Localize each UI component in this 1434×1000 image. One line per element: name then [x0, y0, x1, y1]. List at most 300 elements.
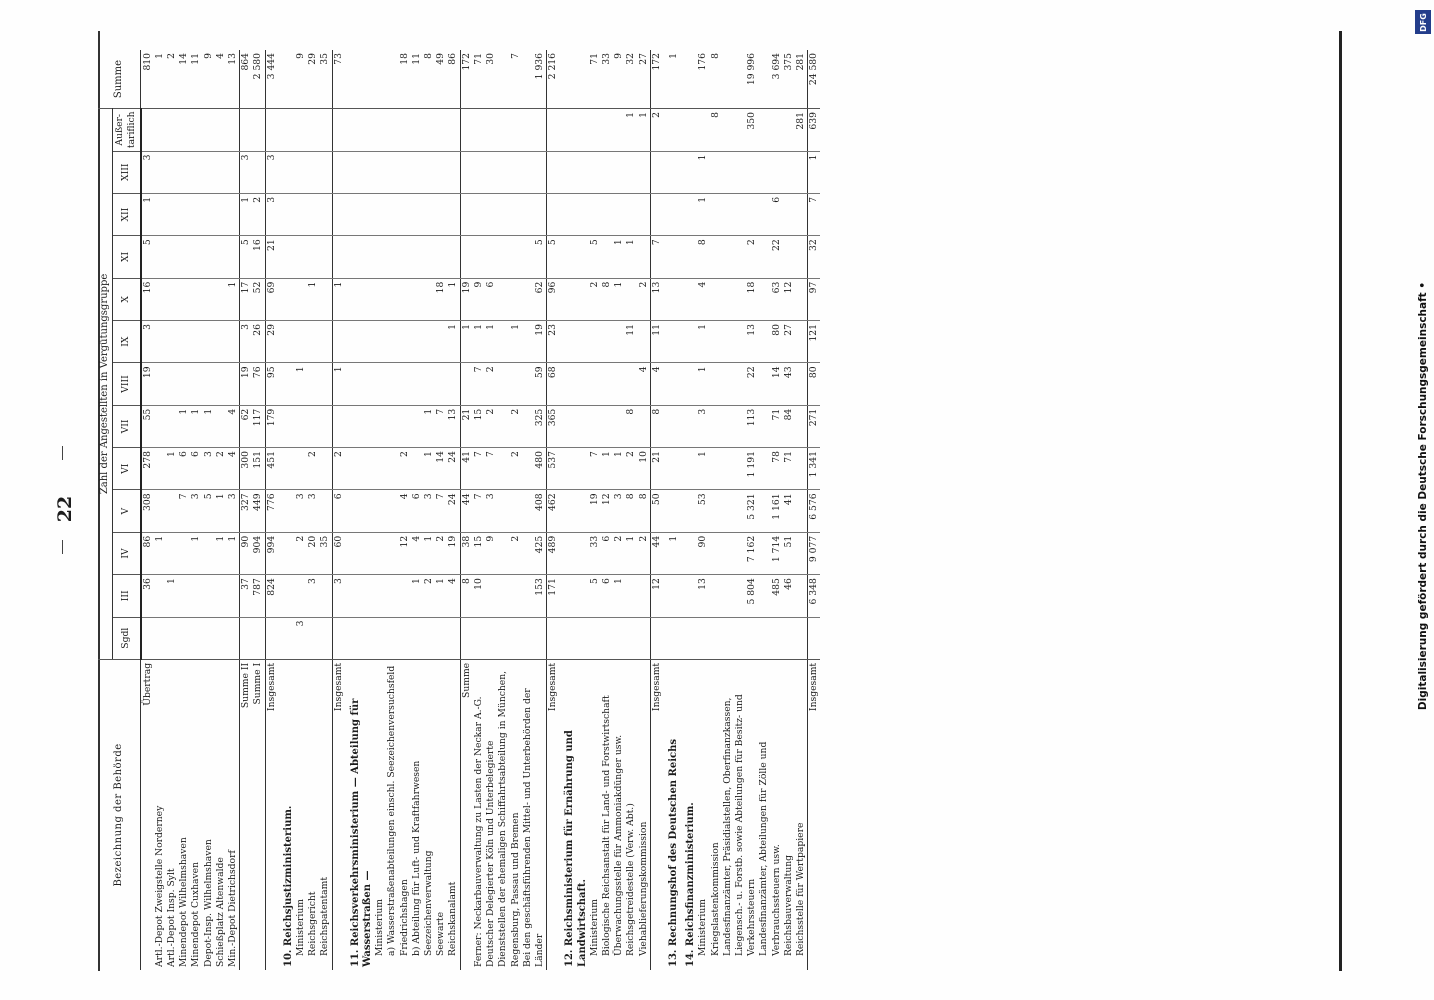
count-cell: 3: [190, 490, 202, 532]
count-cell: [638, 321, 651, 363]
count-cell: 2: [589, 278, 601, 320]
count-cell: [485, 236, 497, 278]
count-cell: [278, 575, 295, 617]
count-cell: 787: [252, 575, 265, 617]
count-cell: [559, 405, 588, 447]
count-cell: [374, 151, 386, 193]
count-cell: [411, 405, 423, 447]
table-row: [613, 50, 625, 970]
count-cell: [710, 617, 722, 659]
count-cell: [227, 617, 240, 659]
count-cell: [278, 448, 295, 490]
count-cell: [319, 617, 332, 659]
count-cell: [215, 193, 227, 235]
count-cell: 8: [710, 109, 722, 152]
count-cell: [435, 617, 447, 659]
table-row: [638, 50, 651, 970]
count-cell: [795, 448, 808, 490]
count-cell: 12: [386, 532, 410, 574]
row-sum-cell: 2 580: [252, 50, 265, 109]
table-row: [386, 50, 410, 970]
count-cell: 3: [307, 575, 319, 617]
count-cell: [638, 617, 651, 659]
count-cell: [278, 617, 295, 659]
count-cell: 2: [497, 405, 521, 447]
pay-group-11: XIII: [113, 151, 141, 193]
count-cell: 3: [307, 490, 319, 532]
count-cell: 3: [613, 490, 625, 532]
table-row: [589, 50, 601, 970]
count-cell: 4: [411, 532, 423, 574]
count-cell: 4: [447, 575, 460, 617]
count-cell: 1: [697, 363, 709, 405]
count-cell: [485, 575, 497, 617]
count-cell: 20: [307, 532, 319, 574]
count-cell: [386, 405, 410, 447]
authority-name: Reichsgericht: [307, 659, 319, 970]
count-cell: 8: [625, 490, 637, 532]
count-cell: 3: [141, 321, 154, 363]
count-cell: 37: [240, 575, 253, 617]
row-sum-cell: 27: [638, 50, 651, 109]
count-cell: 19: [460, 278, 473, 320]
count-cell: 121: [808, 321, 821, 363]
count-cell: [680, 490, 697, 532]
count-cell: 19: [447, 532, 460, 574]
count-cell: 1: [423, 532, 435, 574]
pay-group-header: Zahl der Angestellten in Vergütungsgruppe: [98, 109, 113, 660]
count-cell: 7: [473, 448, 485, 490]
count-cell: 7: [589, 448, 601, 490]
count-cell: [178, 151, 190, 193]
count-cell: [411, 278, 423, 320]
count-cell: [473, 236, 485, 278]
count-cell: 2: [435, 532, 447, 574]
count-cell: [203, 278, 215, 320]
count-cell: 1: [697, 193, 709, 235]
count-cell: [423, 193, 435, 235]
page-number: 22: [54, 495, 77, 523]
count-cell: [680, 321, 697, 363]
count-cell: [680, 532, 697, 574]
table-row: [265, 50, 278, 970]
count-cell: [435, 109, 447, 152]
table-row: [345, 50, 374, 970]
row-sum-cell: 9: [203, 50, 215, 109]
count-cell: [307, 151, 319, 193]
count-cell: [485, 193, 497, 235]
pay-group-4: VI: [113, 448, 141, 490]
count-cell: [485, 617, 497, 659]
table-row: [625, 50, 637, 970]
count-cell: [374, 405, 386, 447]
authority-name: Minendepot Cuxhaven: [190, 659, 202, 970]
count-cell: [386, 575, 410, 617]
table-row: [295, 50, 307, 970]
count-cell: [265, 617, 278, 659]
count-cell: [435, 236, 447, 278]
count-cell: 11: [650, 321, 663, 363]
count-cell: 18: [435, 278, 447, 320]
count-cell: [423, 617, 435, 659]
count-cell: 12: [650, 575, 663, 617]
count-cell: [559, 617, 588, 659]
count-cell: 1 191: [722, 448, 759, 490]
count-cell: [307, 109, 319, 152]
count-cell: [795, 151, 808, 193]
count-cell: [650, 151, 663, 193]
count-cell: 1: [141, 193, 154, 235]
count-cell: [215, 405, 227, 447]
count-cell: 6: [601, 532, 613, 574]
count-cell: [638, 405, 651, 447]
row-sum-cell: 73: [332, 50, 345, 109]
table-row: [680, 50, 697, 970]
row-sum-cell: 13: [227, 50, 240, 109]
table-row: [522, 50, 547, 970]
count-cell: 95: [265, 363, 278, 405]
count-cell: [613, 109, 625, 152]
count-cell: 271: [808, 405, 821, 447]
count-cell: 3: [227, 490, 240, 532]
count-cell: 2: [485, 363, 497, 405]
count-cell: [783, 236, 795, 278]
count-cell: [190, 617, 202, 659]
row-sum-cell: 71: [589, 50, 601, 109]
row-sum-cell: 172: [460, 50, 473, 109]
count-cell: [154, 109, 166, 152]
count-cell: [374, 490, 386, 532]
count-cell: [332, 236, 345, 278]
count-cell: [295, 575, 307, 617]
count-cell: [203, 193, 215, 235]
count-cell: 4: [386, 490, 410, 532]
count-cell: 350: [722, 109, 759, 152]
count-cell: [663, 448, 680, 490]
count-cell: [710, 532, 722, 574]
count-cell: [460, 617, 473, 659]
count-cell: 19: [589, 490, 601, 532]
count-cell: [680, 193, 697, 235]
count-cell: [374, 532, 386, 574]
count-cell: [795, 532, 808, 574]
count-cell: [386, 363, 410, 405]
count-cell: 1: [697, 448, 709, 490]
count-cell: [625, 575, 637, 617]
count-cell: 1: [697, 321, 709, 363]
count-cell: [319, 575, 332, 617]
count-cell: [203, 363, 215, 405]
authority-name: Reichsstelle für Wertpapiere: [795, 659, 808, 970]
count-cell: 1: [190, 405, 202, 447]
count-cell: 449: [252, 490, 265, 532]
count-cell: [178, 363, 190, 405]
authority-name: Landesfinanzämter, Präsidialstellen, Oberfinanzkassen, Liegensch.- u. Forstb. sowie Abteilungen für Besitz- und Verkehrssteuern: [722, 659, 759, 970]
count-cell: 1 714: [758, 532, 782, 574]
table-row: [423, 50, 435, 970]
count-cell: [345, 321, 374, 363]
count-cell: 6 348: [808, 575, 821, 617]
count-cell: [663, 151, 680, 193]
count-cell: [319, 109, 332, 152]
count-cell: [278, 151, 295, 193]
count-cell: [307, 405, 319, 447]
count-cell: 35: [319, 532, 332, 574]
count-cell: 50: [650, 490, 663, 532]
count-cell: [589, 321, 601, 363]
count-cell: [680, 448, 697, 490]
count-cell: [547, 151, 560, 193]
count-cell: 462: [547, 490, 560, 532]
count-cell: 2: [423, 575, 435, 617]
count-cell: [447, 193, 460, 235]
count-cell: [278, 193, 295, 235]
count-cell: 1: [166, 448, 178, 490]
count-cell: [497, 490, 521, 532]
count-cell: 13: [722, 321, 759, 363]
count-cell: 90: [697, 532, 709, 574]
count-cell: 3: [240, 321, 253, 363]
authority-name: Insgesamt: [808, 659, 821, 970]
count-cell: 2: [722, 236, 759, 278]
count-cell: 8: [460, 575, 473, 617]
table-row: [795, 50, 808, 970]
row-sum-cell: 1 936: [522, 50, 547, 109]
count-cell: 21: [460, 405, 473, 447]
count-cell: [710, 448, 722, 490]
row-sum-cell: 3 694: [758, 50, 782, 109]
count-cell: 1: [625, 532, 637, 574]
count-cell: [460, 236, 473, 278]
count-cell: [663, 575, 680, 617]
table-row: [227, 50, 240, 970]
count-cell: 1: [178, 405, 190, 447]
authority-name: Artl.-Depot Insp. Sylt: [166, 659, 178, 970]
count-cell: 1: [625, 109, 637, 152]
count-cell: [423, 236, 435, 278]
count-cell: 2: [638, 532, 651, 574]
count-cell: [625, 617, 637, 659]
count-cell: [601, 363, 613, 405]
count-cell: 23: [547, 321, 560, 363]
table-row: [278, 50, 295, 970]
count-cell: 1: [460, 321, 473, 363]
count-cell: [227, 109, 240, 152]
count-cell: [319, 193, 332, 235]
count-cell: [345, 193, 374, 235]
count-cell: [166, 193, 178, 235]
count-cell: [319, 490, 332, 532]
count-cell: [215, 321, 227, 363]
count-cell: [295, 448, 307, 490]
count-cell: 52: [252, 278, 265, 320]
count-cell: [166, 363, 178, 405]
count-cell: [411, 236, 423, 278]
count-cell: 7: [435, 490, 447, 532]
count-cell: 80: [758, 321, 782, 363]
count-cell: 71: [783, 448, 795, 490]
count-cell: 2: [386, 448, 410, 490]
row-sum-cell: 30: [485, 50, 497, 109]
count-cell: [203, 575, 215, 617]
count-cell: 7: [650, 236, 663, 278]
count-cell: [411, 151, 423, 193]
count-cell: [497, 151, 521, 193]
count-cell: [783, 193, 795, 235]
count-cell: 19: [240, 363, 253, 405]
count-cell: [559, 321, 588, 363]
row-sum-cell: 29: [307, 50, 319, 109]
count-cell: 2: [613, 532, 625, 574]
row-sum-cell: 49: [435, 50, 447, 109]
count-cell: 5: [240, 236, 253, 278]
count-cell: 1: [447, 321, 460, 363]
count-cell: [190, 109, 202, 152]
authority-name: Min.-Depot Dietrichsdorf: [227, 659, 240, 970]
count-cell: 4: [227, 448, 240, 490]
pay-group-8: X: [113, 278, 141, 320]
table-body: [141, 50, 821, 970]
count-cell: [447, 151, 460, 193]
row-sum-cell: 2: [166, 50, 178, 109]
count-cell: [411, 321, 423, 363]
authority-name: a) Wasserstraßenabteilungen einschl. Seezeichenversuchsfeld Friedrichshagen: [386, 659, 410, 970]
count-cell: 7 162: [722, 532, 759, 574]
count-cell: [141, 109, 154, 152]
count-cell: [203, 236, 215, 278]
pay-group-12: Außer-tariflich: [113, 109, 141, 152]
count-cell: [295, 405, 307, 447]
count-cell: [758, 617, 782, 659]
table-row: [215, 50, 227, 970]
count-cell: 9: [485, 532, 497, 574]
count-cell: [722, 617, 759, 659]
count-cell: [722, 193, 759, 235]
count-cell: [613, 405, 625, 447]
count-cell: [215, 363, 227, 405]
count-cell: 24: [447, 448, 460, 490]
row-sum-cell: 11: [411, 50, 423, 109]
count-cell: [154, 405, 166, 447]
count-cell: 3: [265, 151, 278, 193]
count-cell: [374, 236, 386, 278]
count-cell: [559, 278, 588, 320]
count-cell: [227, 321, 240, 363]
count-cell: [473, 193, 485, 235]
count-cell: [625, 363, 637, 405]
pay-group-7: IX: [113, 321, 141, 363]
count-cell: [625, 278, 637, 320]
count-cell: 11: [625, 321, 637, 363]
count-cell: [710, 575, 722, 617]
count-cell: [710, 363, 722, 405]
count-cell: [663, 363, 680, 405]
count-cell: 1: [307, 278, 319, 320]
count-cell: 425: [522, 532, 547, 574]
row-sum-cell: 8: [710, 50, 722, 109]
count-cell: 278: [141, 448, 154, 490]
count-cell: [386, 193, 410, 235]
count-cell: [166, 236, 178, 278]
count-cell: [345, 575, 374, 617]
count-cell: [332, 321, 345, 363]
count-cell: [386, 236, 410, 278]
count-cell: [386, 321, 410, 363]
count-cell: [601, 236, 613, 278]
count-cell: [345, 236, 374, 278]
count-cell: 1: [638, 109, 651, 152]
row-sum-cell: 7: [497, 50, 521, 109]
count-cell: 12: [783, 278, 795, 320]
count-cell: [332, 193, 345, 235]
count-cell: 60: [332, 532, 345, 574]
authority-name: Bei den geschäftsführenden Mittel- und Unterbehörden der Länder: [522, 659, 547, 970]
count-cell: [423, 321, 435, 363]
row-sum-cell: 8: [423, 50, 435, 109]
count-cell: 327: [240, 490, 253, 532]
count-cell: [319, 363, 332, 405]
count-cell: [423, 151, 435, 193]
row-sum-cell: 281: [795, 50, 808, 109]
count-cell: [795, 490, 808, 532]
count-cell: [178, 575, 190, 617]
count-cell: [589, 363, 601, 405]
count-cell: [178, 321, 190, 363]
row-sum-cell: 9: [295, 50, 307, 109]
count-cell: 8: [638, 490, 651, 532]
authority-name: Ministerium: [697, 659, 709, 970]
count-cell: 639: [808, 109, 821, 152]
count-cell: 1: [332, 363, 345, 405]
count-cell: [345, 448, 374, 490]
count-cell: [423, 363, 435, 405]
count-cell: [447, 109, 460, 152]
count-cell: 3: [485, 490, 497, 532]
count-cell: 824: [265, 575, 278, 617]
count-cell: 325: [522, 405, 547, 447]
count-cell: 15: [473, 405, 485, 447]
count-cell: 80: [808, 363, 821, 405]
count-cell: 113: [722, 405, 759, 447]
authority-name: Überwachungsstelle für Ammoniakdünger usw.: [613, 659, 625, 970]
count-cell: [307, 321, 319, 363]
count-cell: [154, 236, 166, 278]
authority-name: Insgesamt: [332, 659, 345, 970]
count-cell: [345, 617, 374, 659]
count-cell: 117: [252, 405, 265, 447]
authority-name: Ministerium: [374, 659, 386, 970]
count-cell: [319, 321, 332, 363]
count-cell: 2: [497, 532, 521, 574]
count-cell: [559, 363, 588, 405]
dfg-logo: DFG: [1415, 10, 1431, 34]
count-cell: [795, 617, 808, 659]
count-cell: [345, 490, 374, 532]
count-cell: [638, 575, 651, 617]
count-cell: 43: [783, 363, 795, 405]
count-cell: 69: [265, 278, 278, 320]
count-cell: [411, 448, 423, 490]
count-cell: 1: [190, 532, 202, 574]
table-row: [240, 50, 253, 970]
count-cell: [460, 363, 473, 405]
count-cell: 16: [252, 236, 265, 278]
count-cell: [680, 575, 697, 617]
row-sum-cell: 375: [783, 50, 795, 109]
pay-group-0: Sgdl: [113, 617, 141, 659]
count-cell: 46: [783, 575, 795, 617]
authority-name: Landesfinanzämter, Abteilungen für Zölle und Verbrauchssteuern usw.: [758, 659, 782, 970]
